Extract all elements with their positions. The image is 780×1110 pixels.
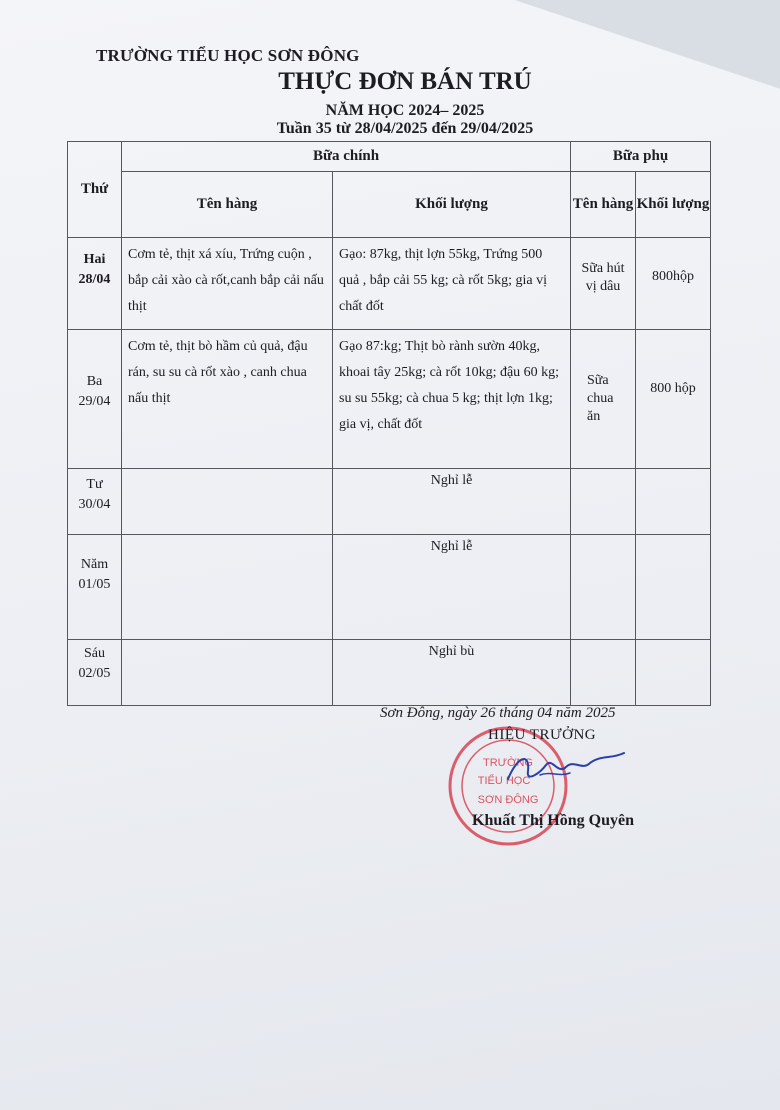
day-name: Hai xyxy=(83,252,106,267)
day-date: 02/05 xyxy=(78,666,111,681)
empty-cell xyxy=(571,640,636,706)
stamp-line-2: TIỂU HỌC xyxy=(477,775,531,787)
side-quantity-header: Khối lượng xyxy=(636,172,711,238)
main-quantity-cell: Gạo: 87kg, thịt lợn 55kg, Trứng 500 quả , bắp cải 55 kg; cà rốt 5kg; gia vị chất đốt xyxy=(333,238,571,330)
day-name: Tư xyxy=(86,477,103,492)
school-year: NĂM HỌC 2024– 2025 xyxy=(325,102,485,119)
table-row xyxy=(68,330,711,469)
day-cell xyxy=(68,535,122,640)
main-quantity-cell: Gạo 87:kg; Thịt bò rành sườn 40kg, khoai tây 25kg; cà rốt 10kg; đậu 60 kg; su su 55kg; cà chua 5 kg; thịt lợn 1kg; gia vị, chất đốt xyxy=(333,330,571,469)
side-item-cell: Sữa chua ăn xyxy=(571,330,636,469)
side-quantity-cell: 800 hộp xyxy=(636,330,711,469)
side-item-name-header: Tên hàng xyxy=(571,172,636,238)
day-name: Năm xyxy=(80,557,109,572)
compensatory-note: Nghỉ bù xyxy=(333,640,571,706)
school-name: TRƯỜNG TIỂU HỌC SƠN ĐÔNG xyxy=(96,46,360,65)
holiday-note: Nghỉ lễ xyxy=(333,469,571,535)
menu-table xyxy=(67,141,711,706)
main-item-cell: Cơm tẻ, thịt xá xíu, Trứng cuộn , bắp cải xào cà rốt,canh bắp cải nấu thịt xyxy=(122,238,333,330)
table-row xyxy=(68,238,711,330)
item-name-header: Tên hàng xyxy=(122,172,333,238)
day-name: Ba xyxy=(86,374,103,389)
side-quantity-cell: 800hộp xyxy=(636,238,711,330)
empty-cell xyxy=(122,535,333,640)
side-meal-header: Bữa phụ xyxy=(571,142,711,172)
empty-cell xyxy=(571,535,636,640)
header-row xyxy=(68,142,711,172)
empty-cell xyxy=(122,469,333,535)
day-date: 30/04 xyxy=(78,497,111,512)
signature-date: Sơn Đông, ngày 26 tháng 04 năm 2025 xyxy=(380,705,616,721)
table-row xyxy=(68,535,711,640)
empty-cell xyxy=(636,469,711,535)
subheader-row xyxy=(68,172,711,238)
day-name: Sáu xyxy=(84,646,105,661)
quantity-header: Khối lượng xyxy=(333,172,571,238)
week-range: Tuần 35 từ 28/04/2025 đến 29/04/2025 xyxy=(276,120,534,137)
table-row xyxy=(68,469,711,535)
day-cell xyxy=(68,640,122,706)
signer-role: HIỆU TRƯỞNG xyxy=(488,727,597,743)
stamp-line-3: SƠN ĐÔNG xyxy=(477,794,539,806)
empty-cell xyxy=(636,535,711,640)
empty-cell xyxy=(636,640,711,706)
table-row xyxy=(68,640,711,706)
main-item-cell: Cơm tẻ, thịt bò hầm củ quả, đậu rán, su su cà rốt xào , canh chua nấu thịt xyxy=(122,330,333,469)
day-header: Thứ xyxy=(68,142,122,238)
main-meal-header: Bữa chính xyxy=(122,142,571,172)
handwritten-signature xyxy=(500,745,630,790)
day-cell xyxy=(68,330,122,469)
empty-cell xyxy=(122,640,333,706)
document-title: THỰC ĐƠN BÁN TRÚ xyxy=(278,68,532,95)
holiday-note: Nghỉ lễ xyxy=(333,535,571,640)
day-date: 01/05 xyxy=(78,577,111,592)
side-item-cell: Sữa hút vị dâu xyxy=(571,238,636,330)
day-cell xyxy=(68,238,122,330)
stamp-line-1: TRƯỜNG xyxy=(483,757,533,769)
signer-name: Khuất Thị Hồng Quyên xyxy=(472,812,634,829)
day-date: 28/04 xyxy=(78,272,111,287)
day-date: 29/04 xyxy=(78,394,111,409)
day-cell xyxy=(68,469,122,535)
empty-cell xyxy=(571,469,636,535)
